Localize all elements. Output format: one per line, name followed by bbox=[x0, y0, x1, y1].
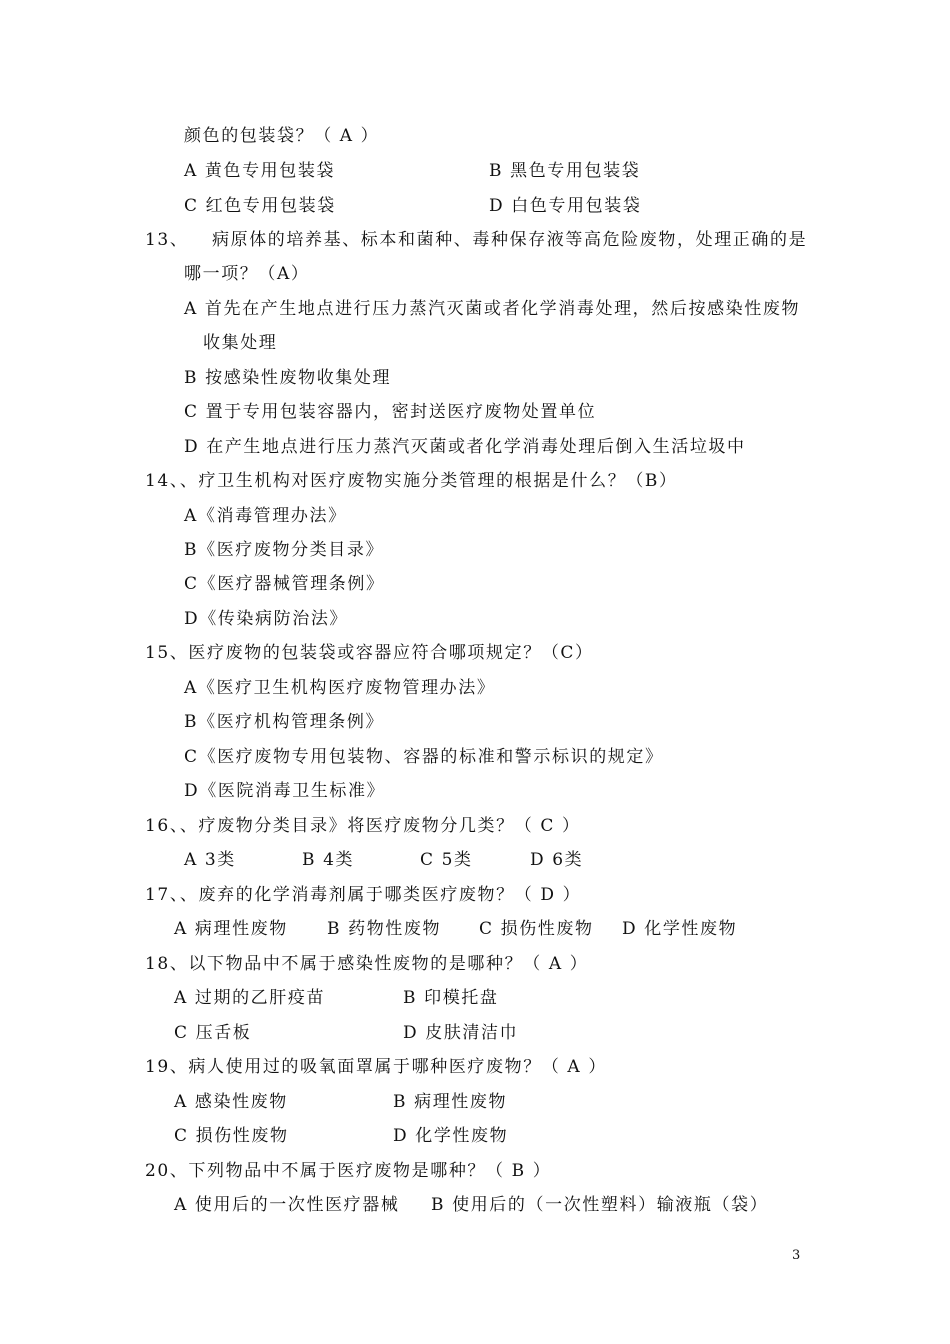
option-17-c: C 损伤性废物 bbox=[479, 919, 594, 939]
option-20-a: A 使用后的一次性医疗器械 bbox=[174, 1195, 400, 1215]
option-13-c: C 置于专用包装容器内，密封送医疗废物处置单位 bbox=[184, 402, 597, 422]
option-13-a: A 首先在产生地点进行压力蒸汽灭菌或者化学消毒处理，然后按感染性废物 bbox=[184, 299, 801, 319]
option-16-d: D 6类 bbox=[530, 850, 584, 870]
question-13-number: 13、 bbox=[145, 230, 189, 250]
option-12-b: B 黑色专用包装袋 bbox=[489, 161, 641, 181]
option-18-b: B 印模托盘 bbox=[403, 988, 499, 1008]
option-16-a: A 3类 bbox=[184, 850, 236, 870]
option-17-d: D 化学性废物 bbox=[622, 919, 738, 939]
option-20-b: B 使用后的（一次性塑料）输液瓶（袋） bbox=[431, 1195, 769, 1215]
option-18-c: C 压舌板 bbox=[174, 1023, 252, 1043]
option-18-a: A 过期的乙肝疫苗 bbox=[174, 988, 326, 1008]
option-12-a: A 黄色专用包装袋 bbox=[184, 161, 336, 181]
option-19-d: D 化学性废物 bbox=[393, 1126, 509, 1146]
option-13-b: B 按感染性废物收集处理 bbox=[184, 368, 392, 388]
option-12-d: D 白色专用包装袋 bbox=[489, 196, 642, 216]
option-15-c: C《医疗废物专用包装物、容器的标准和警示标识的规定》 bbox=[184, 747, 664, 767]
option-17-b: B 药物性废物 bbox=[327, 919, 442, 939]
option-16-c: C 5类 bbox=[420, 850, 473, 870]
option-19-a: A 感染性废物 bbox=[174, 1092, 288, 1112]
question-17: 17、、废弃的化学消毒剂属于哪类医疗废物？（ D ） bbox=[145, 885, 582, 905]
option-12-c: C 红色专用包装袋 bbox=[184, 196, 336, 216]
question-20: 20、下列物品中不属于医疗废物是哪种？（ B ） bbox=[145, 1161, 552, 1181]
option-19-b: B 病理性废物 bbox=[393, 1092, 508, 1112]
question-12-tail: 颜色的包装袋？（ A ） bbox=[184, 126, 380, 146]
option-14-d: D《传染病防治法》 bbox=[184, 609, 349, 629]
question-16: 16、、疗废物分类目录》将医疗废物分几类？（ C ） bbox=[145, 816, 581, 836]
option-18-d: D 皮肤清洁巾 bbox=[403, 1023, 519, 1043]
option-14-b: B《医疗废物分类目录》 bbox=[184, 540, 385, 560]
option-15-b: B《医疗机构管理条例》 bbox=[184, 712, 385, 732]
option-15-d: D《医院消毒卫生标准》 bbox=[184, 781, 386, 801]
option-16-b: B 4类 bbox=[302, 850, 355, 870]
question-13-stem-cont: 哪一项？（A） bbox=[184, 264, 310, 284]
option-17-a: A 病理性废物 bbox=[174, 919, 288, 939]
option-15-a: A《医疗卫生机构医疗废物管理办法》 bbox=[184, 678, 496, 698]
question-14: 14、、疗卫生机构对医疗废物实施分类管理的根据是什么？（B） bbox=[145, 471, 678, 491]
option-14-a: A《消毒管理办法》 bbox=[184, 506, 347, 526]
question-13-stem: 病原体的培养基、标本和菌种、毒种保存液等高危险废物，处理正确的是 bbox=[212, 230, 808, 250]
option-19-c: C 损伤性废物 bbox=[174, 1126, 289, 1146]
question-19: 19、病人使用过的吸氧面罩属于哪种医疗废物？（ A ） bbox=[145, 1057, 607, 1077]
option-14-c: C《医疗器械管理条例》 bbox=[184, 574, 385, 594]
option-13-d: D 在产生地点进行压力蒸汽灭菌或者化学消毒处理后倒入生活垃圾中 bbox=[184, 437, 746, 457]
page-number: 3 bbox=[792, 1248, 801, 1263]
question-15: 15、医疗废物的包装袋或容器应符合哪项规定？（C） bbox=[145, 643, 594, 663]
question-18: 18、以下物品中不属于感染性废物的是哪种？（ A ） bbox=[145, 954, 589, 974]
option-13-a-cont: 收集处理 bbox=[203, 333, 278, 353]
